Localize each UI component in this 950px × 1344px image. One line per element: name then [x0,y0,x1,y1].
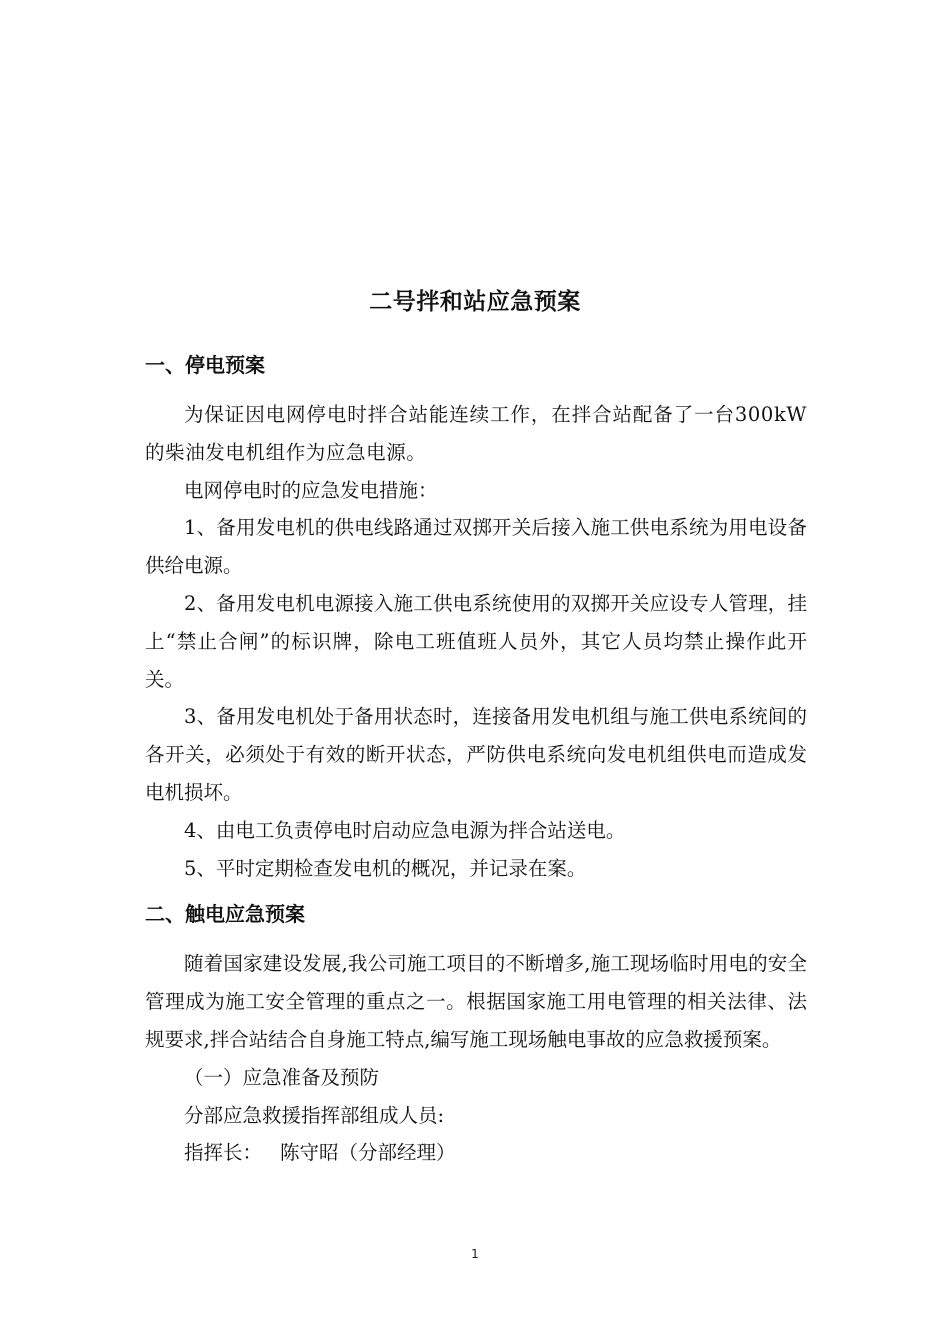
sub-heading-preparation: （一）应急准备及预防 [184,1065,380,1089]
paragraph-shock-intro: 随着国家建设发展,我公司施工项目的不断增多,施工现场临时用电的安全管理成为施工安全管理的重点之一。根据国家施工用电管理的相关法律、法规要求,拌合站结合自身施工特点,编写施工现场触电事故的应急救援预案。 [145,952,807,1051]
paragraph-measures-label: 电网停电时的应急发电措施： [184,478,438,502]
commander-label: 指挥长： [184,1141,263,1165]
list-item-measure: 2、备用发电机电源接入施工供电系统使用的双掷开关应设专人管理，挂上“禁止合闸”的标识牌，除电工班值班人员外，其它人员均禁止操作此开关。 [145,591,807,691]
section-heading-electric-shock: 二、触电应急预案 [145,902,305,927]
commander-line [145,1134,807,1172]
document-title: 二号拌和站应急预案 [369,289,581,315]
list-item-measure: 4、由电工负责停电时启动应急电源为拌合站送电。 [184,818,626,842]
page-number: 1 [471,1247,479,1261]
document-body [145,346,807,1172]
section-heading-power-outage: 一、停电预案 [145,353,265,377]
paragraph-team-label: 分部应急救援指挥部组成人员: [184,1103,445,1127]
list-item-measure: 5、平时定期检查发电机的概况，并记录在案。 [184,856,587,880]
commander-name: 陈守昭（分部经理） [280,1141,456,1165]
paragraph-power-intro: 为保证因电网停电时拌合站能连续工作，在拌合站配备了一台300kW的柴油发电机组作为应急电源。 [145,403,807,464]
list-item-measure: 3、备用发电机处于备用状态时，连接备用发电机组与施工供电系统间的各开关，必须处于有效的断开状态，严防供电系统向发电机组供电而造成发电机损坏。 [145,705,807,804]
list-item-measure: 1、备用发电机的供电线路通过双掷开关后接入施工供电系统为用电设备供给电源。 [145,516,807,578]
